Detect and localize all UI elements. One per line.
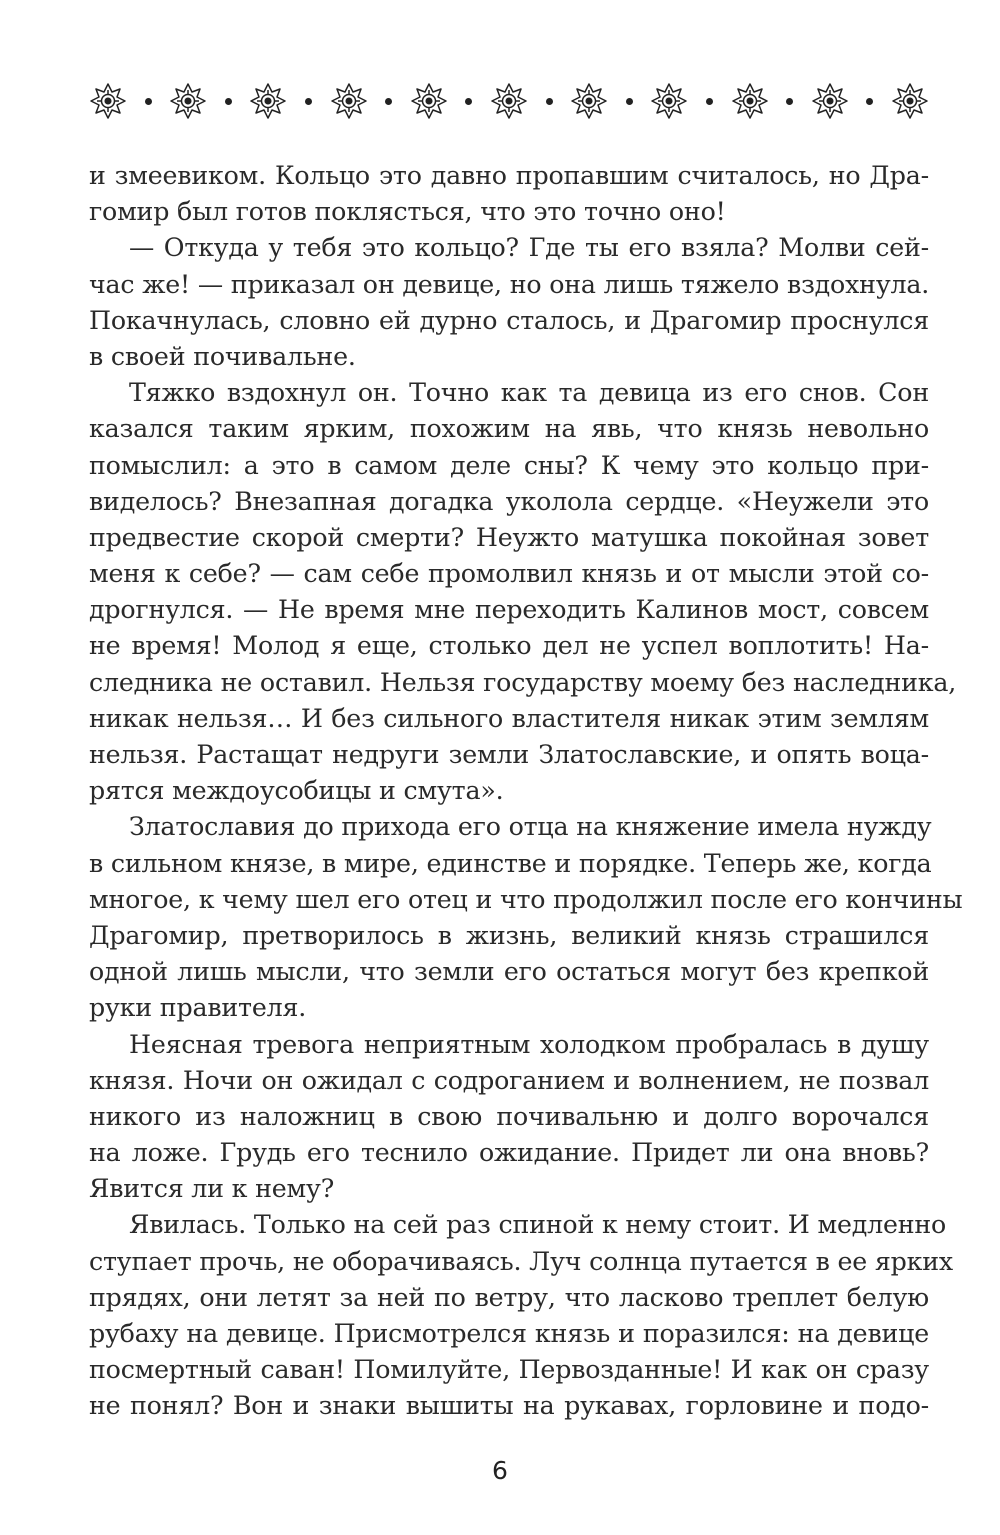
page-number: 6: [492, 1456, 508, 1485]
dot-divider: [786, 98, 793, 105]
text-line: никак нельзя… И без сильного властителя никак этим землям: [89, 703, 929, 733]
text-line: князя. Ночи он ожидал с содроганием и волнением, не позвал: [89, 1065, 929, 1095]
text-line: — Откуда у тебя это кольцо? Где ты его взяла? Молви сей-: [129, 233, 929, 263]
text-line: никого из наложниц в свою почивальню и долго ворочался: [89, 1101, 929, 1131]
text-line: рубаху на девице. Присмотрелся князь и поразился: на девице: [89, 1319, 929, 1348]
text-line: помыслил: а это в самом деле сны? К чему это кольцо при-: [89, 450, 929, 480]
text-line: и змеевиком. Кольцо это давно пропавшим считалось, но Дра-: [89, 161, 929, 190]
text-line: не понял? Вон и знаки вышиты на рукавах, горловине и подо-: [89, 1391, 929, 1421]
dot-divider: [145, 98, 152, 105]
text-line: виделось? Внезапная догадка уколола сердце. «Неужели это: [89, 486, 929, 516]
text-line: Златославия до прихода его отца на княжение имела нужду: [129, 812, 932, 842]
dot-divider: [626, 98, 633, 105]
text-line: нельзя. Растащат недруги земли Златославские, и опять воца-: [89, 740, 929, 769]
star-ornament-icon: [890, 81, 930, 121]
dot-divider: [385, 98, 392, 105]
text-line: в своей почивальне.: [89, 341, 356, 371]
dot-divider: [465, 98, 472, 105]
dot-divider: [866, 98, 873, 105]
text-line: многое, к чему шел его отец и что продолжил после его кончины: [89, 884, 963, 914]
text-line: Тяжко вздохнул он. Точно как та девица из его снов. Сон: [129, 378, 929, 408]
dot-divider: [305, 98, 312, 105]
header-ornament: [88, 78, 930, 124]
star-ornament-icon: [489, 81, 529, 121]
text-line: посмертный саван! Помилуйте, Первозданные! И как он сразу: [89, 1355, 929, 1385]
star-ornament-icon: [88, 81, 128, 121]
text-line: час же! — приказал он девице, но она лишь тяжело вздохнула.: [89, 269, 930, 299]
text-line: не время! Молод я еще, столько дел не успел воплотить! На-: [89, 631, 929, 661]
body-text: [89, 158, 963, 1425]
text-line: гомир был готов поклясться, что это точно оно!: [89, 197, 726, 227]
star-ornament-icon: [168, 81, 208, 121]
text-line: следника не оставил. Нельзя государству моему без наследника,: [89, 667, 957, 697]
dot-divider: [225, 98, 232, 105]
text-line: Неясная тревога неприятным холодком пробралась в душу: [129, 1029, 929, 1059]
text-line: казался таким ярким, похожим на явь, что князь невольно: [89, 414, 929, 444]
text-line: руки правителя.: [89, 993, 307, 1023]
star-ornament-icon: [329, 81, 369, 121]
text-line: на ложе. Грудь его теснило ожидание. Придет ли она вновь?: [89, 1138, 929, 1168]
star-ornament-icon: [248, 81, 288, 121]
text-line: Явится ли к нему?: [89, 1174, 335, 1204]
dot-divider: [546, 98, 553, 105]
text-line: предвестие скорой смерти? Неужто матушка покойная зовет: [89, 522, 929, 552]
star-ornament-icon: [409, 81, 449, 121]
text-line: в сильном князе, в мире, единстве и порядке. Теперь же, когда: [89, 848, 932, 878]
star-ornament-icon: [649, 81, 689, 121]
text-line: Драгомир, претворилось в жизнь, великий князь страшился: [89, 920, 929, 950]
star-ornament-icon: [810, 81, 850, 121]
text-line: ступает прочь, не оборачиваясь. Луч солнца путается в ее ярких: [89, 1246, 953, 1276]
star-ornament-icon: [569, 81, 609, 121]
text-line: рятся междоусобицы и смута».: [89, 776, 504, 806]
star-ornament-icon: [730, 81, 770, 121]
text-line: прядях, они летят за ней по ветру, что ласково треплет белую: [89, 1282, 929, 1312]
text-line: одной лишь мысли, что земли его остаться могут без крепкой: [89, 957, 929, 987]
text-line: Покачнулась, словно ей дурно сталось, и Драгомир проснулся: [89, 305, 929, 335]
text-line: меня к себе? — сам себе промолвил князь и от мысли этой со-: [89, 559, 929, 589]
dot-divider: [706, 98, 713, 105]
text-line: Явилась. Только на сей раз спиной к нему стоит. И медленно: [129, 1210, 947, 1240]
text-line: дрогнулся. — Не время мне переходить Калинов мост, совсем: [89, 595, 929, 625]
